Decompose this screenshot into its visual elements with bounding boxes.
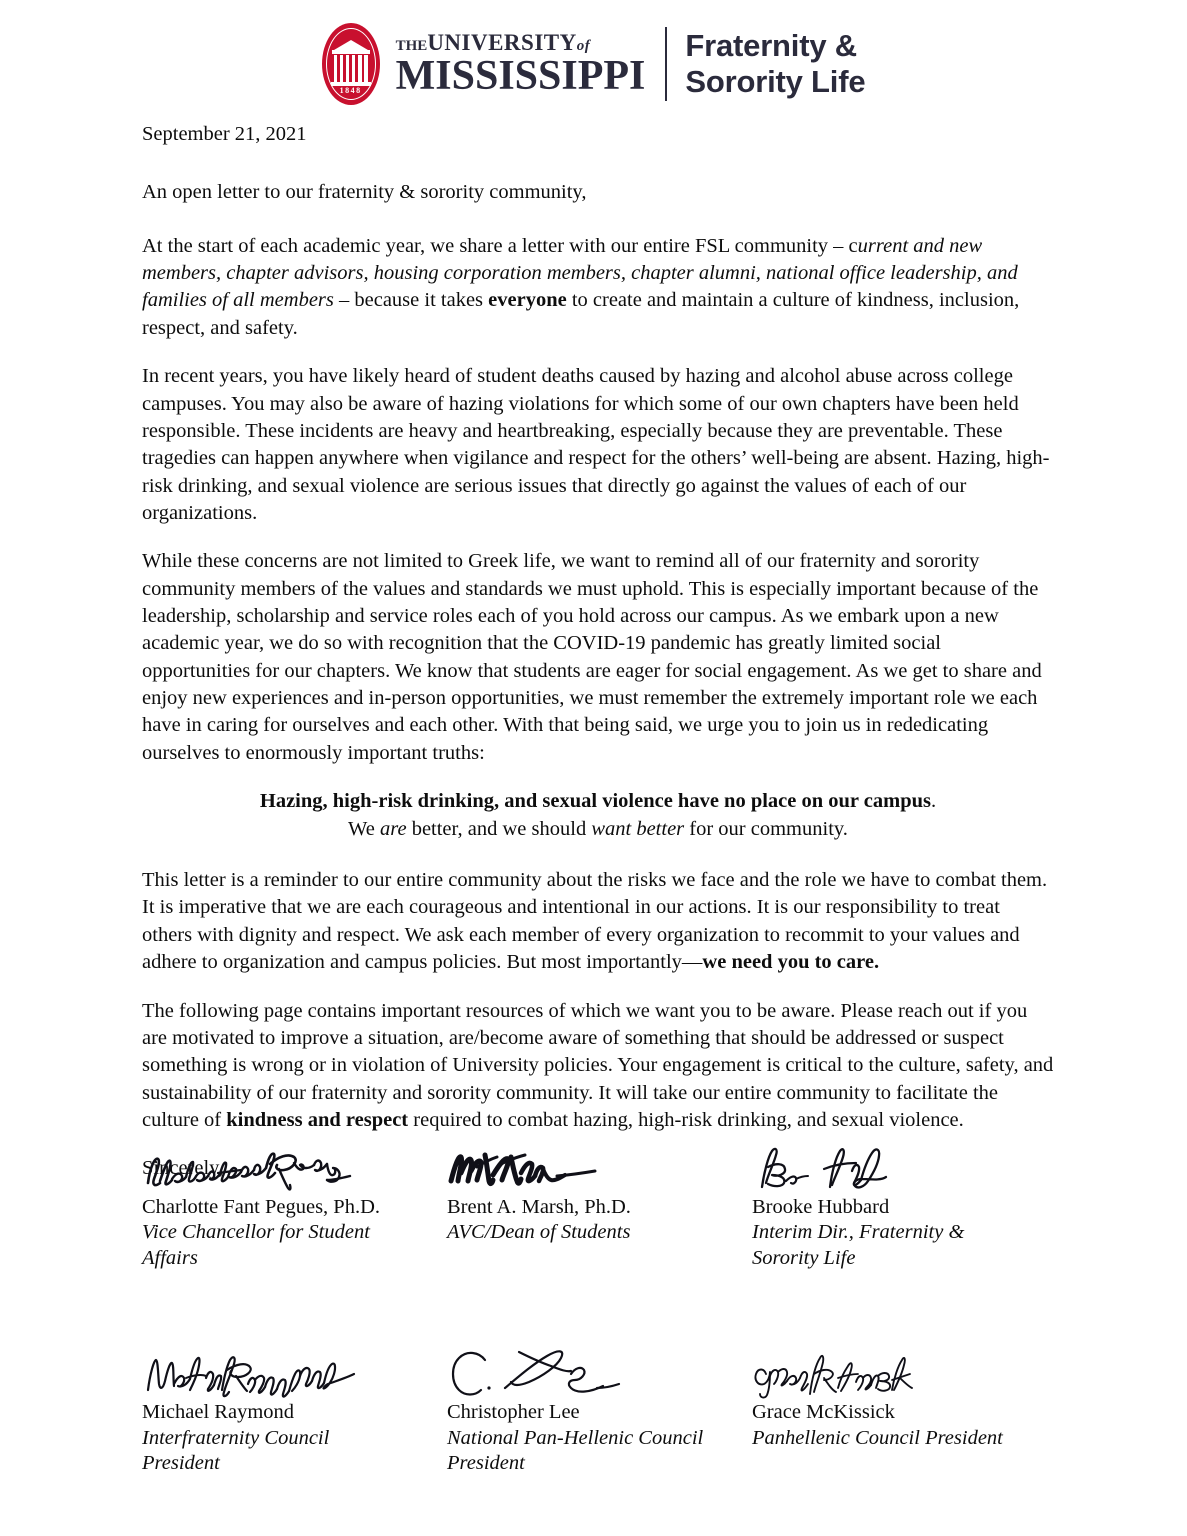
signature-row-1 — [142, 1143, 1082, 1271]
pledge-line-1-text: Hazing, high-risk drinking, and sexual violence have no place on our campus — [259, 790, 931, 813]
pledge-line-1-period: . — [930, 790, 937, 813]
letter-date: September 21, 2021 — [142, 123, 307, 145]
p1-part-c: to create and maintain a culture of kindness, inclusion, respect, and safety. — [142, 289, 1020, 339]
wordmark-mississippi: MISSISSIPPI — [395, 53, 646, 99]
crest-pediment — [334, 40, 368, 50]
signatory-name: Grace McKissick — [752, 1401, 895, 1424]
pledge-italic-want-better: want better — [591, 817, 685, 840]
wordmark-the: THE — [395, 38, 428, 54]
signature-block — [142, 1143, 1082, 1476]
signatory-name: Michael Raymond — [142, 1401, 295, 1424]
letter-paragraph-1 — [142, 233, 1054, 342]
signatory-title-line-1: Interfraternity Council — [142, 1426, 330, 1449]
p4-part-a: This letter is a reminder to our entire community about the risks we face and the role we have to combat them. It is imperative that we are each courageous and intentional in our actions. It is our responsibility to treat others with dignity and respect. We ask each member of every organization to recommit to your values and adhere to organization and campus policies. But most importantly— — [142, 869, 1048, 974]
signatory-title-line-2: President — [142, 1452, 220, 1475]
letter-body — [142, 121, 1054, 1204]
letterhead — [0, 16, 1187, 112]
wordmark-university: UNIVERSITY — [427, 30, 577, 55]
unit-name-line-2: Sorority Life — [685, 64, 866, 99]
michael-raymond-signature — [142, 1348, 447, 1400]
wordmark-line-1 — [396, 31, 646, 54]
crest-entablature — [332, 50, 370, 54]
um-fsl-logo-lockup — [322, 23, 866, 105]
signatory-title-line-1: Panhellenic Council President — [752, 1426, 1003, 1449]
pledge-line-2-b: better, and we should — [406, 817, 592, 840]
grace-mckissick-signature — [752, 1348, 1057, 1400]
signatory-title-line-1: Interim Dir., Fraternity & — [752, 1221, 965, 1244]
signatory-title-line-1: National Pan-Hellenic Council — [447, 1426, 704, 1449]
pledge-line-2-c: for our community. — [684, 817, 848, 840]
unit-name — [685, 28, 865, 100]
signatory-charlotte-fant-pegues — [142, 1143, 447, 1271]
wordmark-of: of — [576, 38, 591, 54]
pledge-line-1 — [226, 788, 970, 815]
p4-bold-call-to-action: we need you to care. — [702, 951, 880, 974]
signatory-brooke-hubbard — [752, 1143, 1057, 1271]
signatory-title-line-2: Affairs — [142, 1246, 198, 1269]
signatory-grace-mckissick — [752, 1348, 1057, 1451]
letter-salutation: An open letter to our fraternity & sorority community, — [142, 181, 587, 204]
university-wordmark — [396, 31, 646, 97]
signatory-christopher-lee — [447, 1348, 752, 1476]
letter-paragraph-5 — [142, 998, 1054, 1135]
signatory-name: Brooke Hubbard — [752, 1196, 890, 1218]
p5-part-a: The following page contains important resources of which we want you to be aware. Please reach out if you are motivated to improve a situation, are/become aware of something that should be addressed or suspect something is wrong or in violation of University policies. Your engagement is critical to the culture, safety, and sustainability of our fraternity and sorority community. It will take our entire community to facilitate the culture of — [142, 999, 1054, 1131]
pledge-italic-are: are — [379, 817, 407, 840]
signature-row-2 — [142, 1348, 1082, 1476]
signatory-title-line-2: Sorority Life — [752, 1246, 856, 1269]
signatory-name: Charlotte Fant Pegues, Ph.D. — [142, 1196, 381, 1218]
p5-part-b: required to combat hazing, high-risk drinking, and sexual violence. — [408, 1109, 964, 1131]
crest-columns — [334, 55, 368, 82]
signatory-title-line-1: Vice Chancellor for Student — [142, 1221, 370, 1244]
lockup-divider — [665, 27, 667, 101]
brooke-hubbard-signature — [752, 1143, 1057, 1195]
pledge-line-2 — [226, 816, 970, 843]
p1-italic-audience: urrent and new members, chapter advisors, housing corporation members, chapter alumni, national office leadership, and families of all members — [142, 234, 1018, 312]
pledge-statement — [142, 788, 1054, 843]
letter-paragraph-2: In recent years, you have likely heard of student deaths caused by hazing and alcohol abuse across college campuses. You may also be aware of hazing violations for which some of our own chapters have been held responsible. These incidents are heavy and heartbreaking, especially because they are preventable. These tragedies can happen anywhere when vigilance and respect for the others’ well-being are absent. Hazing, high-risk drinking, and sexual violence are serious issues that directly go against the values of each of our organizations. — [142, 365, 1050, 524]
christopher-lee-signature — [447, 1348, 752, 1400]
p1-part-b: – because it takes — [333, 289, 489, 312]
p1-part-a: At the start of each academic year, we share a letter with our entire FSL community – c — [142, 234, 858, 257]
signatory-michael-raymond — [142, 1348, 447, 1476]
signatory-brent-marsh — [447, 1143, 752, 1246]
letter-paragraph-4 — [142, 867, 1054, 976]
signatory-name: Christopher Lee — [447, 1401, 580, 1424]
signatory-title-line-1: AVC/Dean of Students — [447, 1221, 631, 1244]
letter-paragraph-3: While these concerns are not limited to Greek life, we want to remind all of our fraternity and sorority community members of the values and standards we must uphold. This is especially important because of the leadership, scholarship and service roles each of you hold across our campus. As we embark upon a new academic year, we do so with recognition that the COVID-19 pandemic has greatly limited social opportunities for our chapters. We know that students are eager for social engagement. As we get to share and enjoy new experiences and in-person opportunities, we must remember the extremely important role we each have in caring for ourselves and each other. With that being said, we urge you to join us in rededicating ourselves to enormously important truths: — [142, 550, 1042, 764]
letter-signoff: Sincerely, — [142, 1157, 224, 1180]
unit-name-line-1: Fraternity & — [685, 28, 857, 64]
p1-bold-everyone: everyone — [488, 289, 567, 312]
um-lyceum-crest-icon — [322, 23, 380, 105]
charlotte-fant-pegues-signature — [142, 1143, 447, 1195]
p5-bold-kindness-respect: kindness and respect — [226, 1109, 409, 1131]
crest-year-label: 1848 — [339, 86, 362, 95]
signatory-title-line-2: President — [447, 1452, 525, 1475]
signatory-name: Brent A. Marsh, Ph.D. — [447, 1196, 631, 1218]
brent-marsh-signature — [447, 1143, 752, 1195]
pledge-line-2-a: We — [348, 817, 380, 840]
